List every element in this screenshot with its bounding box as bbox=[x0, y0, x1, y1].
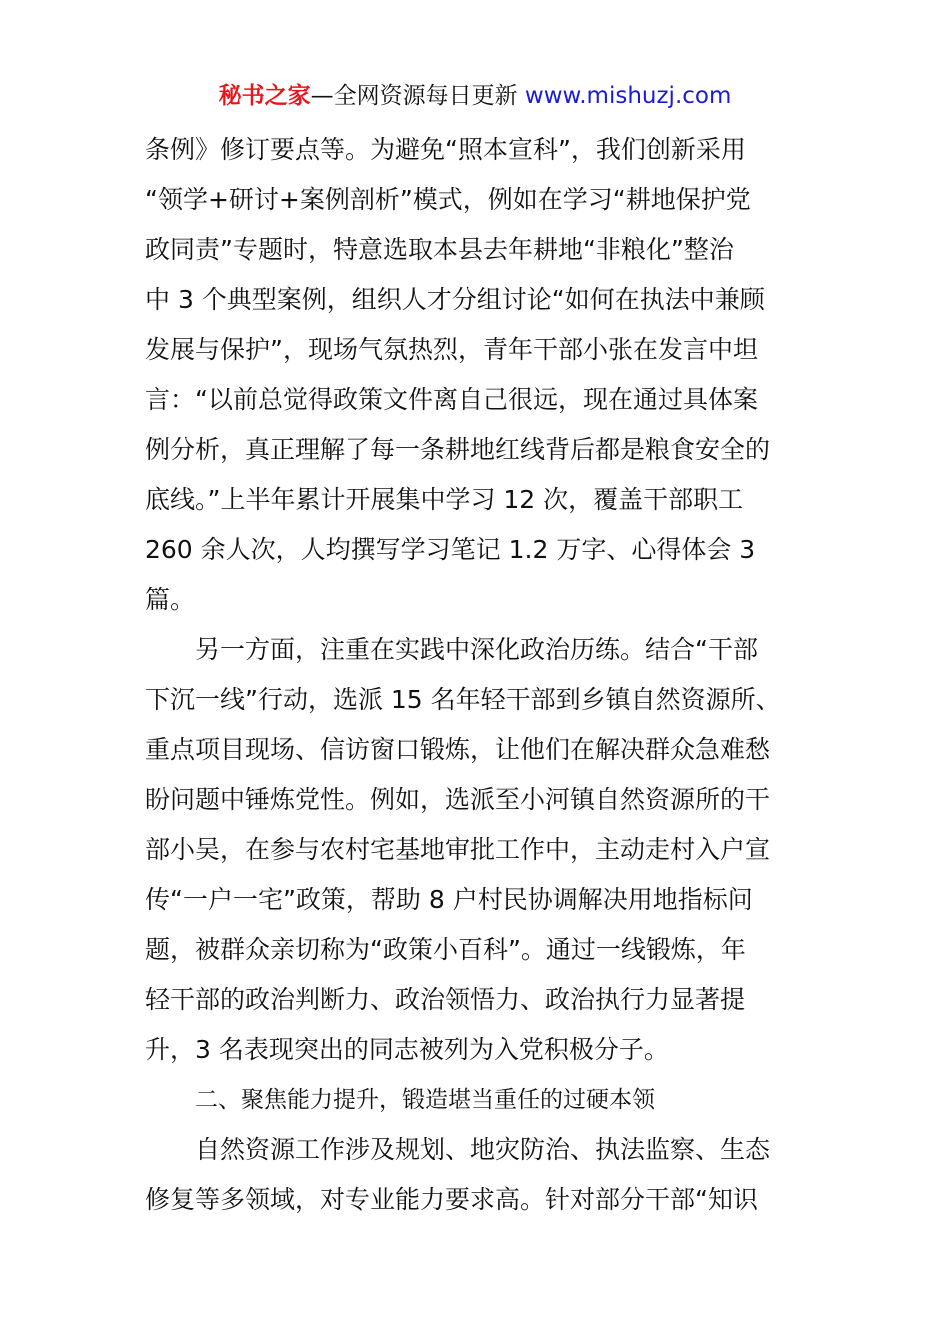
text-line: 条例》修订要点等。为避免“照本宣科”，我们创新采用 bbox=[145, 135, 746, 164]
text-line: 例分析，真正理解了每一条耕地红线背后都是粮食安全的 bbox=[145, 435, 771, 464]
text-line: 下沉一线”行动，选派 15 名年轻干部到乡镇自然资源所、 bbox=[145, 685, 781, 714]
text-line: 题，被群众亲切称为“政策小百科”。通过一线锻炼，年 bbox=[145, 935, 746, 964]
site-header bbox=[0, 80, 950, 112]
text-line: 传“一户一宅”政策，帮助 8 户村民协调解决用地指标问 bbox=[145, 885, 753, 914]
text-line: 发展与保护”，现场气氛热烈，青年干部小张在发言中坦 bbox=[145, 335, 758, 364]
text-line: 盼问题中锤炼党性。例如，选派至小河镇自然资源所的干 bbox=[145, 785, 771, 814]
site-url-link[interactable]: www.mishuzj.com bbox=[524, 83, 732, 109]
text-line: 升，3 名表现突出的同志被列为入党积极分子。 bbox=[145, 1035, 669, 1064]
section-heading: 二、聚焦能力提升，锻造堪当重任的过硬本领 bbox=[195, 1087, 655, 1113]
text-line: 言：“以前总觉得政策文件离自己很远，现在通过具体案 bbox=[145, 385, 758, 414]
text-line: 底线。”上半年累计开展集中学习 12 次，覆盖干部职工 bbox=[145, 485, 744, 514]
text-line: 重点项目现场、信访窗口锻炼，让他们在解决群众急难愁 bbox=[145, 735, 771, 764]
text-line: “领学+研讨+案例剖析”模式，例如在学习“耕地保护党 bbox=[145, 185, 751, 214]
text-line: 260 余人次，人均撰写学习笔记 1.2 万字、心得体会 3 bbox=[145, 535, 756, 564]
brand-name: 秘书之家 bbox=[218, 83, 311, 109]
text-line: 修复等多领域，对专业能力要求高。针对部分干部“知识 bbox=[145, 1185, 758, 1214]
text-line: 中 3 个典型案例，组织人才分组讨论“如何在执法中兼顾 bbox=[145, 285, 765, 314]
header-tagline: —全网资源每日更新 bbox=[310, 83, 525, 109]
paragraph-first-line: 另一方面，注重在实践中深化政治历练。结合“干部 bbox=[195, 635, 758, 664]
document-body bbox=[145, 125, 815, 1225]
paragraph-first-line: 自然资源工作涉及规划、地灾防治、执法监察、生态 bbox=[195, 1135, 771, 1164]
text-line: 轻干部的政治判断力、政治领悟力、政治执行力显著提 bbox=[145, 985, 746, 1014]
text-line: 篇。 bbox=[145, 585, 196, 614]
text-line: 部小吴，在参与农村宅基地审批工作中，主动走村入户宣 bbox=[145, 835, 771, 864]
text-line: 政同责”专题时，特意选取本县去年耕地“非粮化”整治 bbox=[145, 235, 734, 264]
